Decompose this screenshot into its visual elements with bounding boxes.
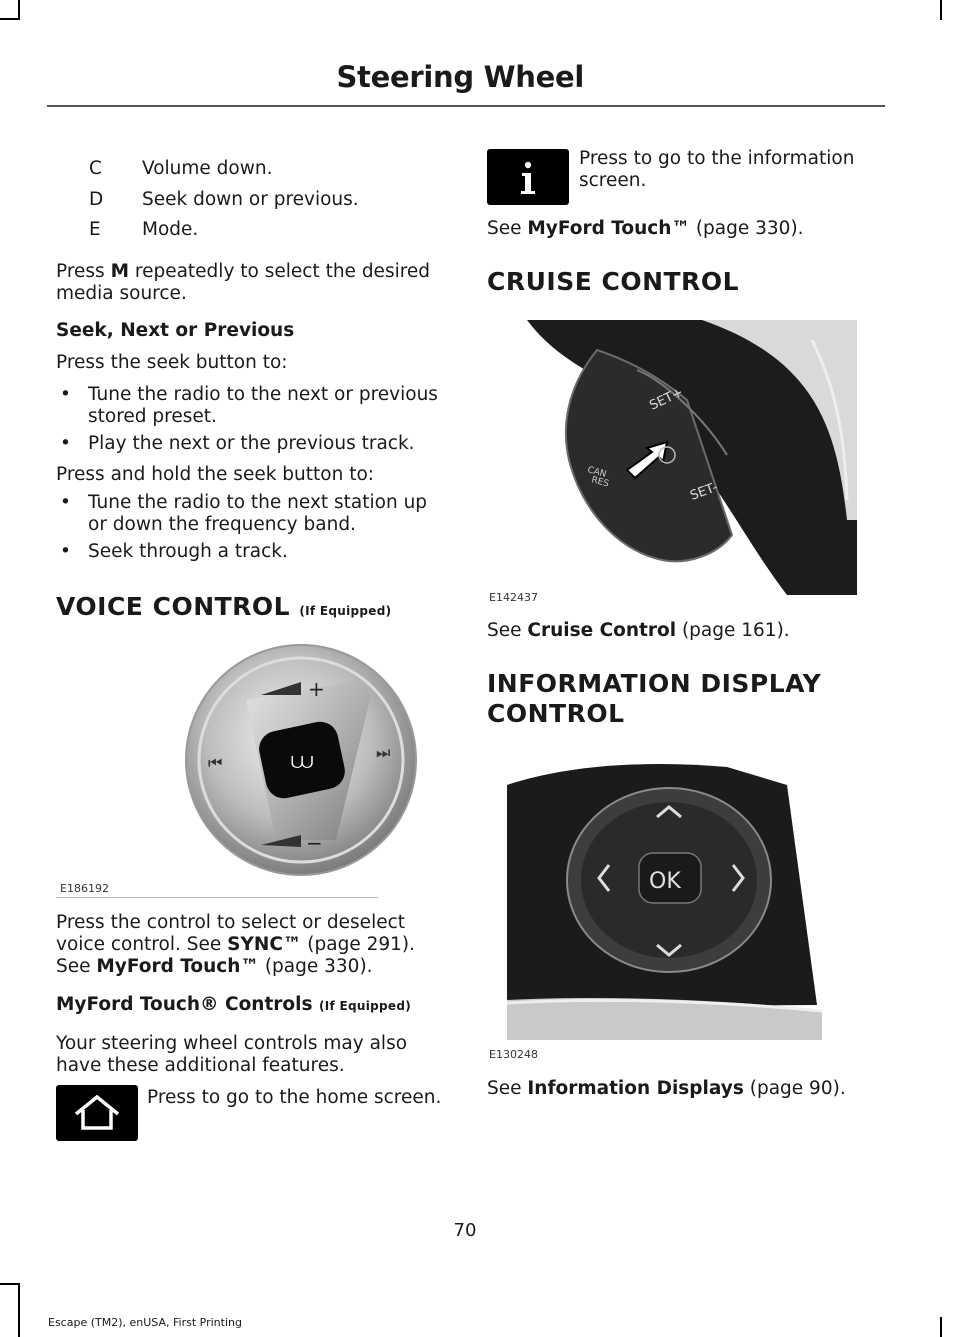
svg-text:+: + bbox=[308, 677, 325, 701]
info-icon bbox=[487, 149, 569, 205]
svg-text:CAN: CAN bbox=[586, 465, 608, 480]
crop-mark bbox=[0, 18, 20, 20]
seek-intro: Press the seek button to: bbox=[56, 352, 288, 373]
header-rule bbox=[47, 105, 885, 107]
svg-text:SET-: SET- bbox=[688, 480, 720, 504]
crop-mark bbox=[18, 0, 20, 20]
home-text: Press to go to the home screen. bbox=[147, 1087, 442, 1108]
page-header-title: Steering Wheel bbox=[336, 60, 584, 94]
crop-mark bbox=[940, 0, 942, 20]
svg-text:⏮: ⏮ bbox=[208, 753, 223, 772]
crop-mark bbox=[18, 1283, 20, 1337]
information-display-figure bbox=[487, 745, 857, 1043]
footer-text: Escape (TM2), enUSA, First Printing bbox=[48, 1316, 242, 1329]
see-cruise-control: See Cruise Control (page 161). bbox=[487, 620, 790, 641]
svg-text:RES: RES bbox=[590, 475, 610, 490]
myford-touch-heading: MyFord Touch® Controls (If Equipped) bbox=[56, 994, 412, 1015]
figure-code: E142437 bbox=[489, 591, 538, 604]
svg-text:⩊: ⩊ bbox=[291, 749, 314, 774]
voice-control-figure bbox=[126, 640, 456, 890]
seek-heading: Seek, Next or Previous bbox=[56, 320, 295, 341]
myford-touch-paragraph: Your steering wheel controls may also have these additional features. bbox=[56, 1033, 408, 1076]
home-icon bbox=[56, 1085, 138, 1141]
svg-text:OK: OK bbox=[649, 869, 681, 894]
information-display-heading: INFORMATION DISPLAY CONTROL bbox=[487, 669, 822, 728]
cruise-control-heading: CRUISE CONTROL bbox=[487, 267, 739, 296]
see-information-displays: See Information Displays (page 90). bbox=[487, 1078, 846, 1099]
svg-text:⏭: ⏭ bbox=[376, 743, 391, 762]
svg-text:SET+: SET+ bbox=[647, 385, 686, 414]
crop-mark bbox=[0, 1283, 20, 1285]
crop-mark bbox=[940, 1317, 942, 1337]
voice-paragraph: Press the control to select or deselect voice control. See SYNC™ (page 291). See MyFord Touch™ (page 330). bbox=[56, 912, 415, 977]
cruise-control-figure bbox=[487, 320, 857, 595]
voice-control-heading: VOICE CONTROL (If Equipped) bbox=[56, 592, 392, 621]
page-number: 70 bbox=[453, 1220, 477, 1241]
see-myford-touch: See MyFord Touch™ (page 330). bbox=[487, 218, 804, 239]
svg-text:−: − bbox=[306, 831, 323, 855]
info-text: Press to go to the information screen. bbox=[579, 148, 855, 191]
figure-rule bbox=[56, 897, 378, 898]
figure-code: E130248 bbox=[489, 1048, 538, 1061]
hold-intro: Press and hold the seek button to: bbox=[56, 464, 375, 485]
press-m-paragraph: Press M repeatedly to select the desired media source. bbox=[56, 261, 431, 304]
figure-code: E186192 bbox=[60, 882, 109, 895]
